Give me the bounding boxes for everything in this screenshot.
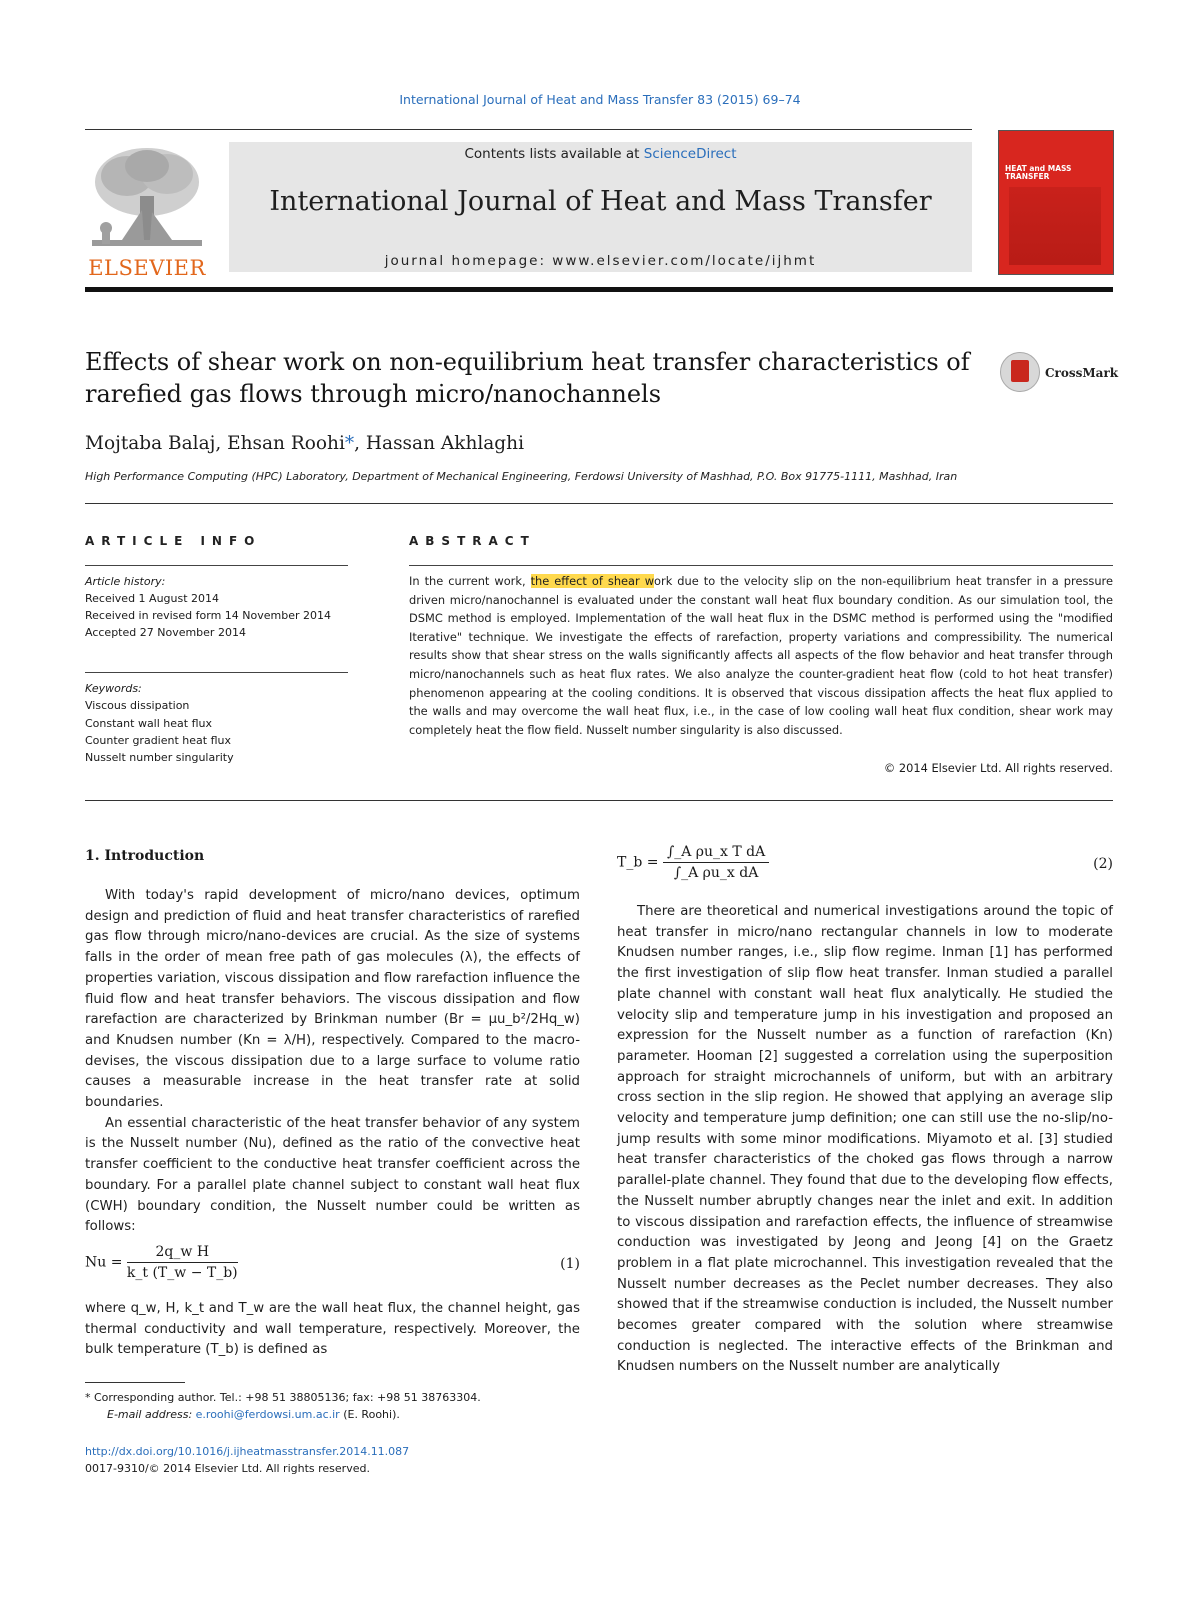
email-label: E-mail address: bbox=[107, 1408, 196, 1421]
footnote-star: * bbox=[85, 1391, 91, 1404]
affiliation: High Performance Computing (HPC) Laboratory, Department of Mechanical Engineering, Ferdowsi University of Mashhad, P.O. Box 91775-1111, Mashhad, Iran bbox=[85, 470, 958, 483]
highlighted-text[interactable]: the effect of shear w bbox=[530, 574, 655, 588]
corresponding-author: Corresponding author. Tel.: +98 51 38805136; fax: +98 51 38763304. bbox=[94, 1391, 481, 1404]
intro-text-right bbox=[617, 902, 1113, 1378]
journal-title: International Journal of Heat and Mass Transfer bbox=[269, 186, 932, 217]
received-date: Received 1 August 2014 bbox=[85, 592, 220, 605]
equation-fraction bbox=[127, 1244, 238, 1281]
publisher-name: ELSEVIER bbox=[88, 256, 206, 280]
divider bbox=[85, 503, 1113, 504]
accepted-date: Accepted 27 November 2014 bbox=[85, 626, 246, 639]
paragraph: There are theoretical and numerical investigations around the topic of heat transfer in micro/nano rectangular channels in low to moderate Knudsen number ranges, i.e., slip flow regime. Inman [1] has performed the first investigation of slip flow heat transfer. Inman studied a parallel plate channel with constant wall heat flux analytically. He studied the velocity slip and temperature jump in his investigation and proposed an expression for the Nusselt number as a function of rarefaction (Kn) parameter. Hooman [2] suggested a correlation using the superposition approach for straight microchannels of uniform, but with an arbitrary cross section in the slip region. He showed that applying an average slip velocity and temperature jump definition; one can still use the no-slip/no-jump results with some minor modifications. Miyamoto et al. [3] studied heat transfer characteristics of the choked gas flows through a narrow parallel-plate channel. They found that due to the developing flow effects, the Nusselt number abruptly changes near the inlet and exit. In addition to viscous dissipation and rarefaction effects, the influence of streamwise conduction was investigated by Jeong and Jeong [4] on the Graetz problem in a flat plate microchannel. This investigation revealed that the Nusselt number decreases as the Peclet number decreases. They also showed that if the streamwise conduction is included, the Nusselt number becomes greater compared with the solution where streamwise conduction is neglected. The interactive effects of the Brinkman and Knudsen numbers on the Nusselt number are analytically bbox=[617, 904, 1113, 1375]
equation-lhs: Nu = bbox=[85, 1254, 123, 1271]
paragraph: where q_w, H, k_t and T_w are the wall heat flux, the channel height, gas thermal conductivity and wall temperature, respectively. Moreover, the bulk temperature (T_b) is defined as bbox=[85, 1301, 580, 1358]
cover-title: HEAT and MASS TRANSFER bbox=[1005, 164, 1072, 181]
journal-homepage[interactable]: journal homepage: www.elsevier.com/locate/ijhmt bbox=[384, 253, 817, 269]
doi-link[interactable]: http://dx.doi.org/10.1016/j.ijheatmasstransfer.2014.11.087 bbox=[85, 1445, 410, 1458]
abstract-text bbox=[409, 572, 1113, 739]
keyword: Nusselt number singularity bbox=[85, 751, 234, 765]
equation-number: (2) bbox=[1093, 856, 1113, 872]
email-suffix: (E. Roohi). bbox=[339, 1408, 400, 1421]
crossmark-badge[interactable] bbox=[1000, 352, 1120, 392]
authors-part-1: Mojtaba Balaj, Ehsan Roohi bbox=[85, 433, 345, 454]
keywords-label: Keywords: bbox=[85, 682, 142, 695]
keyword: Counter gradient heat flux bbox=[85, 733, 231, 747]
divider bbox=[85, 565, 348, 566]
paragraph: An essential characteristic of the heat transfer behavior of any system is the Nusselt number (Nu), defined as the ratio of the convective heat transfer coefficient to the conductive heat transfer coefficient across the boundary. For a parallel plate channel subject to constant wall heat flux (CWH) boundary condition, the Nusselt number could be written as follows: bbox=[85, 1115, 580, 1235]
article-info-heading: ARTICLE INFO bbox=[85, 534, 262, 548]
article-history bbox=[85, 573, 348, 641]
divider bbox=[85, 800, 1113, 801]
contents-prefix: Contents lists available at bbox=[464, 146, 644, 162]
abstract-copyright: © 2014 Elsevier Ltd. All rights reserved. bbox=[883, 761, 1113, 775]
equation-fraction bbox=[663, 844, 769, 881]
equation-1 bbox=[85, 1244, 580, 1290]
author-list bbox=[85, 433, 524, 454]
footnote bbox=[85, 1389, 580, 1423]
history-label: Article history: bbox=[85, 575, 166, 588]
divider bbox=[409, 565, 1113, 566]
numerator: 2q_w H bbox=[127, 1244, 238, 1263]
divider bbox=[85, 129, 972, 130]
corresponding-star[interactable]: * bbox=[344, 433, 355, 454]
tree-icon bbox=[82, 140, 212, 252]
doi-block bbox=[85, 1443, 409, 1477]
footnote-divider bbox=[85, 1382, 185, 1383]
intro-text-left bbox=[85, 886, 580, 1238]
denominator: ∫_A ρu_x dA bbox=[673, 865, 759, 881]
issn-line: 0017-9310/© 2014 Elsevier Ltd. All rights reserved. bbox=[85, 1462, 370, 1475]
cover-image bbox=[1009, 187, 1101, 265]
thick-divider bbox=[85, 287, 1113, 292]
revised-date: Received in revised form 14 November 2014 bbox=[85, 609, 332, 622]
abstract-body: ork due to the velocity slip on the non-equilibrium heat transfer in a pressure driven micro/nanochannel is evaluated under the constant wall heat flux boundary condition. As our simulation tool, the DSMC method is employed. Implementation of the wall heat flux in the DSMC method is performed using the "modified Iterative" technique. We investigate the effects of rarefaction, property variations and compressibility. The numerical results show that shear stress on the walls significantly affects all aspects of the flow behavior and heat transfer through micro/nanochannels such as heat flux rates. We also analyze the counter-gradient heat flow (cold to hot heat transfer) phenomenon appearing at the cooling conditions. It is observed that viscous dissipation affects the heat flux applied to the walls and may overcome the wall heat flux, i.e., in the case of low cooling wall heat flux condition, shear work may completely heat the flow field. Nusselt number singularity is also discussed. bbox=[409, 574, 1113, 737]
keywords bbox=[85, 680, 348, 766]
contents-line bbox=[229, 146, 972, 162]
equation-number: (1) bbox=[560, 1256, 580, 1272]
crossmark-label: CrossMark bbox=[1045, 366, 1119, 380]
divider bbox=[85, 672, 348, 673]
journal-cover[interactable] bbox=[998, 130, 1114, 275]
abstract-heading: ABSTRACT bbox=[409, 534, 536, 548]
intro-text-left-2 bbox=[85, 1299, 580, 1361]
equation-lhs: T_b = bbox=[617, 854, 659, 871]
authors-part-2: , Hassan Akhlaghi bbox=[354, 433, 524, 454]
denominator: k_t (T_w − T_b) bbox=[126, 1265, 238, 1281]
keyword: Constant wall heat flux bbox=[85, 716, 212, 730]
crossmark-icon bbox=[1000, 352, 1040, 392]
paragraph: With today's rapid development of micro/nano devices, optimum design and prediction of fluid and heat transfer characteristics of rarefied gas flow through micro/nano-devices are crucial. As the size of systems falls in the order of mean free path of gas molecules (λ), the effects of properties variation, viscous dissipation and flow rarefaction influence the fluid flow and heat transfer behaviors. The viscous dissipation and flow rarefaction are characterized by Brinkman number (Br = μu_b²/2Hq_w) and Knudsen number (Kn = λ/H), respectively. Compared to the macro-devises, the viscous dissipation due to a large surface to volume ratio causes a measurable increase in the heat transfer rate at solid boundaries. bbox=[85, 888, 580, 1111]
numerator: ∫_A ρu_x T dA bbox=[663, 844, 769, 863]
keyword: Viscous dissipation bbox=[85, 699, 190, 713]
article-title: Effects of shear work on non-equilibrium heat transfer characteristics of rarefied gas flows through micro/nanochannels bbox=[85, 348, 970, 408]
abstract-pre: In the current work, bbox=[409, 574, 531, 588]
email-link[interactable]: e.roohi@ferdowsi.um.ac.ir bbox=[195, 1408, 340, 1421]
journal-reference[interactable]: International Journal of Heat and Mass Transfer 83 (2015) 69–74 bbox=[399, 92, 801, 107]
sciencedirect-link[interactable]: ScienceDirect bbox=[643, 146, 737, 162]
equation-2 bbox=[617, 844, 1113, 890]
elsevier-logo bbox=[82, 140, 212, 280]
section-heading: 1. Introduction bbox=[85, 848, 205, 864]
